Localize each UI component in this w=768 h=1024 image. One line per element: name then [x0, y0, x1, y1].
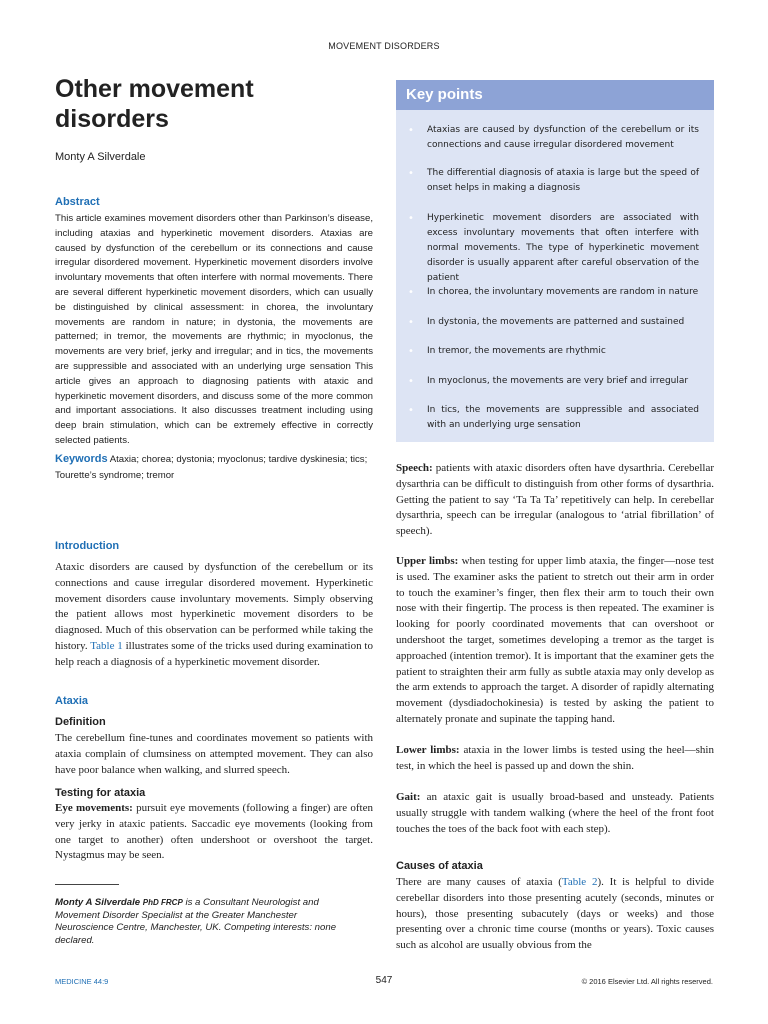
definition-text: The cerebellum fine-tunes and coordinates movement so patients with ataxia complain of clumsiness on attempted movement. They can also have poor balance when walking, and slurred speech. — [55, 732, 373, 776]
eye-movements-label: Eye movements: — [55, 802, 133, 814]
bullet-icon: • — [408, 287, 414, 298]
lower-limbs-text: ataxia in the lower limbs is tested using the heel—shin test, in which the heel is passed up and down the shin. — [396, 744, 714, 772]
bullet-icon: • — [408, 168, 414, 179]
title-line-1: Other movement — [55, 75, 254, 103]
ataxia-heading: Ataxia — [55, 695, 89, 707]
speech-label: Speech: — [396, 462, 433, 474]
key-point-text: Ataxias are caused by dysfunction of the cerebellum or its connections and cause irregular disordered movement — [427, 125, 699, 150]
footnote-text: is a Consultant Neurologist and Movement Disorder Specialist at the Greater Manchester Neuroscience Centre, Manchester, UK. Competing interests: none declared. — [55, 897, 337, 946]
table-2-link[interactable]: Table 2 — [561, 876, 598, 888]
bullet-icon: • — [408, 213, 414, 224]
table-1-link[interactable]: Table 1 — [90, 639, 123, 652]
page-number: 547 — [375, 975, 393, 986]
upper-limbs-text: when testing for upper limb ataxia, the finger—nose test is used. The examiner asks the patient to stretch out their arm in order to touch the examiner’s finger, then flex their arm to touch their own nose with their fingertip. The process is then repeated. The examiner is looking for poorly coordinated movements that can overshoot or undershoot the target, sometimes developing a tremor as the target is approached (intention tremor). It is important that the examiner gets the patient to straighten their arm fully as subtle ataxia may only develop as the arm extends to approach the target. A disorder of rapidly alternating movement (dysdiadochokinesia) is tested by asking the patient to alternately pronate and supinate the tapping hand. — [396, 555, 714, 725]
key-point-text: Hyperkinetic movement disorders are associated with excess involuntary movements that often interfere with normal movements. The type of hyperkinetic movement disorder is usually apparent after careful observation of the patient — [427, 213, 699, 283]
definition-heading: Definition — [55, 716, 106, 728]
introduction-text-part-2: illustrates some of the tricks used during examination to help reach a diagnosis of a hyperkinetic movement disorder. — [55, 639, 373, 668]
gait-text: an ataxic gait is usually broad-based and unsteady. Patients usually struggle with tandem walking (where the heel of the front foot touches the toes of the back foot with each step). — [396, 791, 714, 835]
bullet-icon: • — [408, 317, 414, 328]
bullet-icon: • — [408, 125, 414, 136]
gait-paragraph — [396, 790, 714, 837]
author-name: Monty A Silverdale — [55, 151, 146, 163]
speech-text: patients with ataxic disorders often have dysarthria. Cerebellar dysarthria can be difficult to distinguish from other forms of dysarthria. Getting the patient to say ‘Ta Ta Ta’ repetitively can help. In cerebellar dysarthria, speech can be irregular (analogous to ‘atrial fibrillation’ of speech). — [396, 462, 714, 538]
key-point-text: In myoclonus, the movements are very brief and irregular — [427, 376, 689, 386]
key-points-header — [396, 80, 714, 110]
footer-journal: MEDICINE 44:9 — [55, 977, 109, 986]
footnote-divider — [55, 884, 119, 885]
introduction-text-part-1: Ataxic disorders are caused by dysfunction of the cerebellum or its connections and cause irregular disordered movement. Hyperkinetic movement disorders cause involuntary movements. Simply observing the patient allows most hyperkinetic movement disorders to be diagnosed. Much of this observation can be performed while taking the history. — [55, 561, 373, 652]
abstract-text: This article examines movement disorders other than Parkinson’s disease, including ataxias and hyperkinetic movement disorders. Ataxias are caused by dysfunction of the cerebellum or its connections and cause irregular disordered movement. Hyperkinetic movement disorders involve involuntary movements that often interfere with normal movements. There are several different hyperkinetic movement disorders, which can usually be distinguished by clinical assessment: in chorea, the involuntary movements are random in nature; in dystonia, the movements are patterned; in tremor, the movements are rhythmic; in myoclonus, the movements are very brief, jerky and irregular; and in tics, the movements are suppressible and associated with an underlying urge sensation This article gives an approach to diagnosing patients with ataxic and hyperkinetic movement disorders, and discuss some of the more common and important associations. It also discusses treatment including using deep brain stimulation, which can be extremely effective in correctly selected patients. — [55, 213, 373, 446]
footer-copyright: © 2016 Elsevier Ltd. All rights reserved. — [581, 977, 713, 986]
eye-movements-paragraph — [55, 801, 373, 864]
key-point-text: In chorea, the involuntary movements are random in nature — [427, 287, 699, 297]
gait-label: Gait: — [396, 791, 421, 803]
upper-limbs-label: Upper limbs: — [396, 555, 459, 567]
introduction-heading: Introduction — [55, 540, 120, 552]
footnote-name: Monty A Silverdale — [55, 897, 141, 908]
bullet-icon: • — [408, 376, 414, 387]
eye-movements-text: pursuit eye movements (following a finger) are often very jerky in ataxic patients. Saccadic eye movements (looking from one target to another) often undershoot or overshoot the target. Nystagmus may be seen. — [55, 802, 373, 862]
bullet-icon: • — [408, 405, 414, 416]
bullet-icon: • — [408, 346, 414, 357]
abstract-heading: Abstract — [55, 196, 100, 208]
author-footnote — [55, 897, 345, 947]
speech-paragraph — [396, 461, 714, 540]
key-point-text: In dystonia, the movements are patterned and sustained — [427, 317, 685, 327]
introduction-text — [55, 560, 373, 671]
key-point-text: In tremor, the movements are rhythmic — [427, 346, 606, 356]
keywords-label: Keywords — [55, 453, 108, 465]
title-line-2: disorders — [55, 105, 169, 133]
running-header: MOVEMENT DISORDERS — [328, 41, 440, 51]
lower-limbs-paragraph — [396, 743, 714, 775]
lower-limbs-label: Lower limbs: — [396, 744, 460, 756]
causes-heading: Causes of ataxia — [396, 860, 483, 872]
testing-heading: Testing for ataxia — [55, 787, 146, 799]
key-point-text: In tics, the movements are suppressible and associated with an underlying urge sensation — [427, 405, 699, 430]
causes-paragraph — [396, 875, 714, 954]
upper-limbs-paragraph — [396, 554, 714, 728]
keywords — [55, 452, 373, 483]
article-title — [55, 74, 365, 134]
key-point-text: The differential diagnosis of ataxia is large but the speed of onset helps in making a diagnosis — [427, 168, 699, 193]
key-points-title: Key points — [406, 86, 483, 103]
footnote-degrees: PhD FRCP — [142, 898, 183, 907]
keywords-text: Ataxia; chorea; dystonia; myoclonus; tardive dyskinesia; tics; Tourette’s syndrome; tremor — [55, 454, 368, 481]
causes-text-part-2: ). It is helpful to divide cerebellar disorders into those presenting acutely (seconds, minutes or hours), those presenting subacutely (days or weeks) and those presenting over a chronic time course (months or years). Toxic causes such as alcohol are usually obvious from the — [396, 876, 714, 952]
causes-text-part-1: There are many causes of ataxia ( — [396, 876, 562, 888]
